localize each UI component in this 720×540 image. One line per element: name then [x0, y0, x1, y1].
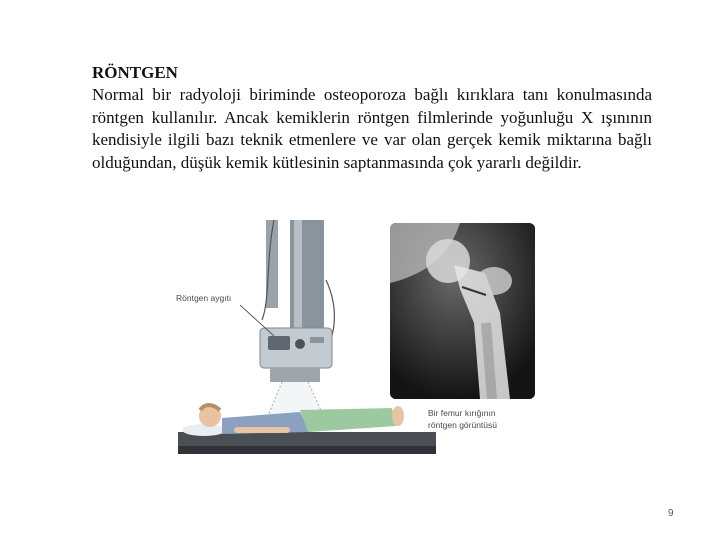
- slide-paragraph: Normal bir radyoloji biriminde osteoporoza bağlı kırıklara tanı konulmasında röntgen kullanılır. Ancak kemiklerin röntgen filmlerinde yoğunluğu X ışınının kendisiyle ilgili bazı teknik etmenlere ve var olan gerçek kemik miktarına bağlı olduğundan, düşük kemik kütlesinin saptanmasında çok yararlı değildir.: [92, 85, 652, 172]
- slide-title: RÖNTGEN: [92, 63, 178, 82]
- device-label: Röntgen aygıtı: [176, 293, 232, 303]
- femur-xray-image: [390, 223, 535, 399]
- caption-line-1: Bir femur kırığının: [428, 408, 496, 418]
- xray-illustration: [170, 220, 540, 460]
- caption-line-2: röntgen görüntüsü: [428, 420, 497, 430]
- page-number: 9: [668, 508, 674, 519]
